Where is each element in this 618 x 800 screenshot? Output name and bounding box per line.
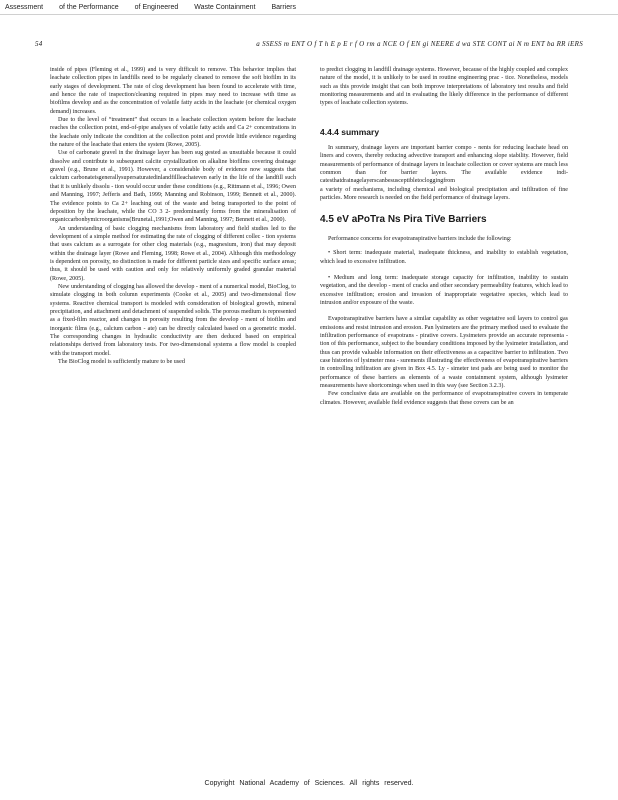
body-paragraph: Evapotranspirative barriers have a similar capability as other vegetative soil layers to control gas emissions and resist intrusion and erosion. Pan lysimeters are the primary method used to evaluate the infiltration performance of evapotrans - pirative covers. Lysimeters provide an accurate representa - tion of this performance, subject to the boundary conditions imposed by the lysimeter installation, and thus can provide valuable information on their effectiveness as a capacitive barrier to infiltration. Two case histories of lysimeter mea - surements illustrating the effectiveness of evapotranspirative barriers in controlling infiltration are given in Box 4.5. Ly - simeter test pads are being used to monitor the performance of these barriers as elements of a waste containment system, although lysimeter measurements have shortcomings when used in this way (see Section 3.2.3). — [320, 316, 568, 389]
body-paragraph: In summary, drainage layers are important barrier compo - nents for reducing leachate head on liners and covers, thereby reducing advective transport and enhancing slope stability. However, field measurements of performance of drainage layers in leachate collection or cover systems are much less common than for barrier layers. The available evidence indi- catesthatdrainagelayerscanbesusceptibletocloggingfrom — [320, 145, 568, 185]
running-title: a SSESS m ENT O f T h E p E r f O rm a NCE O f EN gi NEERE d wa STE CONT ai N m ENT ba RR iERS — [256, 40, 583, 48]
body-paragraph: The BioClog model is sufficiently mature to be used — [58, 359, 185, 366]
right-column — [320, 66, 568, 407]
body-paragraph: to predict clogging in landfill drainage systems. However, because of the highly coupled and complex nature of the model, it is unlikely to be used in routine engineering prac - tice. Nonetheless, models such as this provide insight that can both improve interpretations of laboratory test results and field monitoring measurements and aid in evaluating the likely difference in the performance of different types of leachate collection systems. — [320, 67, 568, 107]
body-paragraph: Due to the level of “treatment” that occurs in a leachate collection system before the leachate reaches the collection point, end-of-pipe analyses of volatile fatty acids and Ca 2+ concentrations in the leachate only indicate the condition at the collection point and provide little evidence regarding the nature of the leachate that enters the system (Rowe, 2005). — [50, 117, 296, 149]
title-segment: Waste Containment — [194, 3, 256, 11]
body-paragraph: An understanding of basic clogging mechanisms from laboratory and field studies led to the development of a simple method for estimating the rate of clogging of different collec - tion systems that uses calcium as a surrogate for other clog materials (e.g., magnesium, iron) that may deposit within the drainage layer (Rowe and Fleming, 1998; Rowe et al., 2004). Although this methodology is dependent on porosity, no distinction is made for different particle sizes and specific surface areas; thus, it should be used with caution and only for relatively uniformly graded granular material (Rowe, 2005). — [50, 225, 296, 282]
page-number: 54 — [35, 40, 43, 48]
running-head — [35, 40, 583, 52]
body-paragraph: a variety of mechanisms, including chemical and biological precipitation and infiltration of fine particles. More research is needed on the field performance of drainage layers. — [320, 186, 568, 202]
body-paragraph: inside of pipes (Fleming et al., 1999) and is very difficult to remove. This behavior implies that leachate collection pipes in landfills need to be regularly cleaned to remove the soft biofilm in its early stages of development. The rate of clog development has been found to accelerate with time, and hence the rate of inspection/cleaning required in pipes may need to increase with time as biofilms develop and as the concentration of volatile fatty acids in the leachate (or chemical oxygen demand) increases. — [50, 67, 296, 115]
section-heading: 4.5 eV aPoTra Ns Pira TiVe Barriers — [320, 214, 487, 226]
document-title-bar — [0, 0, 618, 15]
list-item: • Medium and long term: inadequate storage capacity for infiltration, inability to sustain vegetation, and the develop - ment of cracks and other secondary permeability features, which lead to excessive infiltration; erosion and invasion of inappropriate vegetative species, which lead to intrusion and/or exposure of the waste. — [320, 274, 568, 306]
bullet-list — [320, 249, 568, 307]
copyright-footer: Copyright National Academy of Sciences. All rights reserved. — [204, 780, 414, 787]
body-paragraph: New understanding of clogging has allowed the develop - ment of a numerical model, BioClog, to simulate clogging in both column experiments (Cooke et al., 2005) and two-dimensional flow systems. Reactive chemical transport is modeled with consideration of biological growth, mineral precipitation, and attachment and detachment of suspended solids. The porous medium is represented as a fixed-film reactor, and changes in porosity resulting from the develop - ment of biofilm and inorganic films (e.g., calcium carbon - ate) can be directly calculated based on a geometric model. The corresponding changes in hydraulic conductivity are then deduced based on empirical relationships derived from laboratory tests. For two-dimensional systems a flow model is coupled with the transport model. — [50, 283, 296, 357]
title-segment: of the Performance — [59, 3, 119, 11]
body-paragraph: Few conclusive data are available on the performance of evapotranspirative covers in temperate climates. However, available field evidence suggests that these covers can be an — [320, 391, 568, 406]
left-column — [50, 66, 296, 366]
title-segment: Barriers — [271, 3, 296, 11]
body-paragraph: Use of carbonate gravel in the drainage layer has been sug gested as unsuitable because it could dissolve and contribute to subsequent calcite crystallization on alkaline biofilms covering drainage gravel (e.g., Brune et al., 1991). However, a considerable body of evidence now suggests that calcium carbonateisgenerallysupersaturatedinlandfillleachateven early in the life of the landfill such that it is unlikely dissolu - tion would occur under these conditions (e.g., Rittmann et al., 1996; Owen and Manning, 1997; Jefferis and Bath, 1999; Manning and Robinson, 1999; Bennett et al., 2000). The evidence points to Ca 2+ leaching out of the waste and being transported to the point of deposition by the leachate, while the CO 3 2- predominantly forms from the mineralisation of organiccarbonbymicroorganisms(Brunetal.,1991;Owen and Manning, 1997; Bennett et al., 2000). — [50, 150, 296, 224]
title-segment: of Engineered — [134, 3, 179, 11]
subsection-heading: 4.4.4 summary — [320, 126, 380, 137]
title-segment: Assessment — [5, 3, 44, 11]
list-item: • Short term: inadequate material, inadequate thickness, and inability to establish vegetation, which lead to excessive infiltration. — [320, 250, 568, 265]
body-paragraph: Performance concerns for evapotranspirative barriers include the following: — [328, 235, 512, 242]
